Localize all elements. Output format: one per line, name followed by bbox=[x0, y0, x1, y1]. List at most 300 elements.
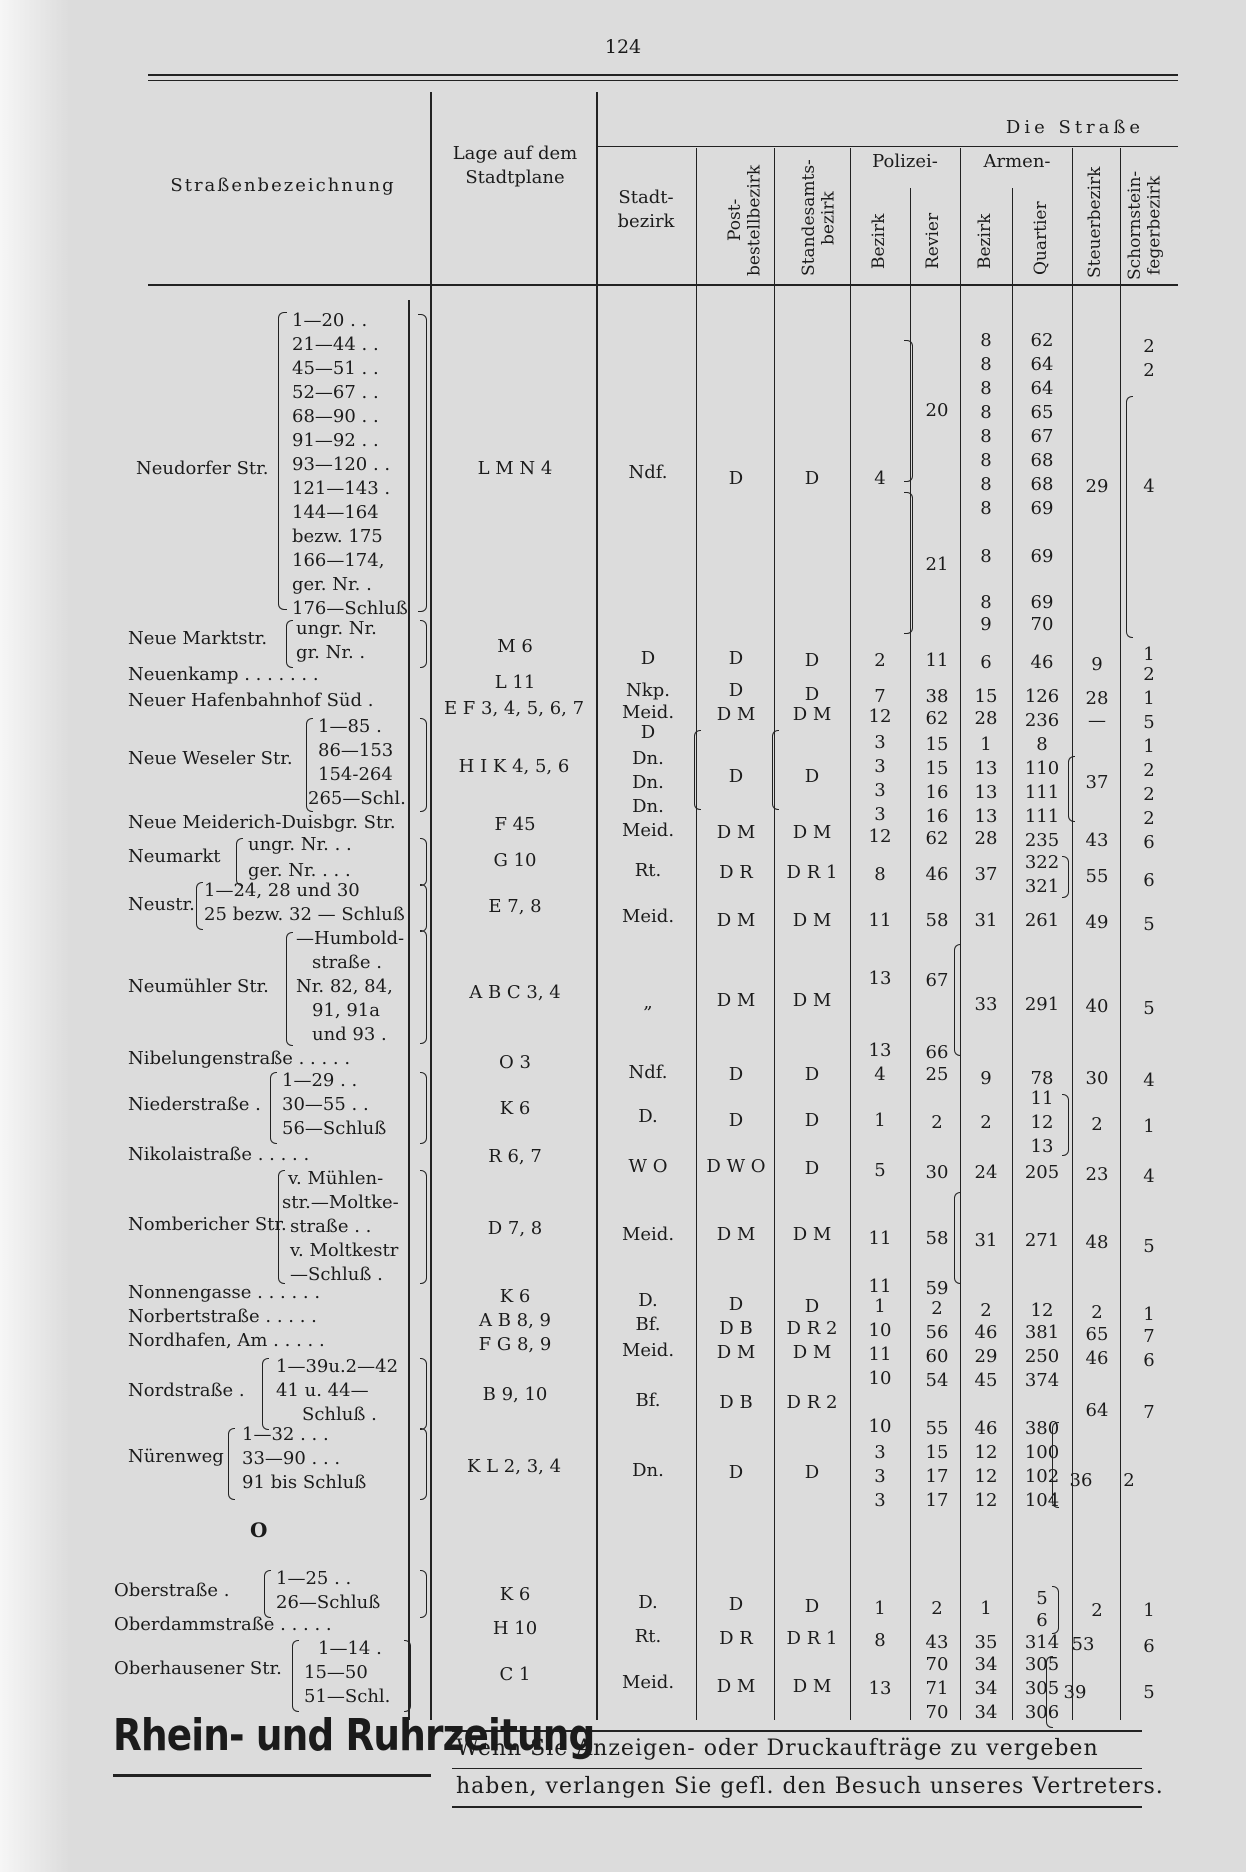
standes: D M bbox=[792, 1224, 832, 1245]
post: D bbox=[728, 1594, 744, 1615]
pol-bezirk: 11 bbox=[868, 910, 892, 931]
standes: D R 2 bbox=[786, 1392, 838, 1413]
range: 1—20 . . bbox=[292, 310, 368, 331]
schorn: 2 bbox=[1143, 808, 1155, 829]
lage: H I K 4, 5, 6 bbox=[458, 756, 570, 777]
lage: B 9, 10 bbox=[482, 1384, 548, 1405]
armen-bezirk: 8 bbox=[980, 498, 992, 519]
range: 144—164 bbox=[292, 502, 379, 523]
banner-underline bbox=[113, 1774, 431, 1777]
lage: A B 8, 9 bbox=[478, 1310, 552, 1331]
lage: K 6 bbox=[499, 1584, 531, 1605]
revier: 46 bbox=[925, 864, 949, 885]
schorn: 1 bbox=[1143, 1600, 1155, 1621]
steuer: 55 bbox=[1085, 866, 1109, 887]
range: 1—85 . bbox=[318, 716, 382, 737]
range-brace bbox=[954, 1192, 961, 1284]
range-brace bbox=[954, 944, 961, 1056]
header-armen-quartier: Quartier bbox=[1031, 201, 1051, 275]
armen-bezirk: 31 bbox=[974, 1230, 998, 1251]
revier: 56 bbox=[925, 1322, 949, 1343]
standes: D M bbox=[792, 990, 832, 1011]
stadtbezirk: D. bbox=[638, 1592, 658, 1613]
range-brace bbox=[418, 314, 427, 612]
range: straße . bbox=[312, 952, 382, 973]
armen-bezirk: 29 bbox=[974, 1346, 998, 1367]
post: D bbox=[728, 1462, 744, 1483]
range: 91 bis Schluß bbox=[242, 1472, 367, 1493]
standes: D M bbox=[792, 704, 832, 725]
range: 1—29 . . bbox=[282, 1070, 358, 1091]
schorn: 1 bbox=[1143, 736, 1155, 757]
range: 91—92 . . bbox=[292, 430, 379, 451]
quartier: 11 bbox=[1030, 1088, 1054, 1109]
street-name: Niederstraße . bbox=[128, 1094, 261, 1115]
range-brace bbox=[1052, 1422, 1059, 1508]
range: 51—Schl. bbox=[304, 1686, 391, 1707]
armen-bezirk: 34 bbox=[974, 1678, 998, 1699]
street-name: Neumarkt bbox=[128, 846, 221, 867]
stadtbezirk: D. bbox=[638, 1290, 658, 1311]
lage: H 10 bbox=[492, 1618, 538, 1639]
range-brace bbox=[420, 718, 427, 812]
range: Schluß . bbox=[302, 1404, 377, 1425]
armen-bezirk: 8 bbox=[980, 426, 992, 447]
street-name: Neuer Hafenbahnhof Süd . bbox=[128, 690, 374, 711]
revier: 55 bbox=[925, 1418, 949, 1439]
revier: 59 bbox=[925, 1278, 949, 1299]
stadtbezirk: Meid. bbox=[621, 1340, 675, 1361]
range-brace bbox=[420, 884, 427, 932]
schorn: 2 bbox=[1143, 336, 1155, 357]
armen-bezirk: 1 bbox=[980, 1598, 992, 1619]
quartier: 69 bbox=[1030, 592, 1054, 613]
lage: A B C 3, 4 bbox=[469, 982, 561, 1003]
quartier: 70 bbox=[1030, 614, 1054, 635]
quartier: 69 bbox=[1030, 546, 1054, 567]
schorn: 5 bbox=[1143, 1236, 1155, 1257]
armen-bezirk: 8 bbox=[980, 402, 992, 423]
armen-bezirk: 13 bbox=[974, 782, 998, 803]
header-bottom-rule bbox=[148, 284, 1178, 286]
street-name: Neuenkamp . . . . . . . bbox=[128, 664, 319, 685]
quartier: 111 bbox=[1024, 806, 1060, 827]
revier: 16 bbox=[925, 782, 949, 803]
steuer: 39 bbox=[1063, 1682, 1087, 1703]
street-name: Oberhausener Str. bbox=[114, 1658, 282, 1679]
range: 56—Schluß bbox=[282, 1118, 387, 1139]
range: gr. Nr. . bbox=[296, 642, 366, 663]
range-brace bbox=[228, 1428, 235, 1500]
schorn: 4 bbox=[1143, 476, 1155, 497]
lage: L 11 bbox=[494, 672, 536, 693]
range-brace bbox=[286, 620, 293, 668]
range: 1—39u.2—42 bbox=[276, 1356, 399, 1377]
range-brace bbox=[278, 312, 287, 610]
range-brace bbox=[278, 1170, 285, 1284]
revier: 2 bbox=[931, 1112, 943, 1133]
quartier: 381 bbox=[1024, 1322, 1060, 1343]
schorn: 2 bbox=[1143, 784, 1155, 805]
steuer: 65 bbox=[1085, 1324, 1109, 1345]
quartier: 314 bbox=[1024, 1632, 1060, 1653]
quartier: 271 bbox=[1024, 1230, 1060, 1251]
pol-bezirk: 3 bbox=[874, 1490, 886, 1511]
lage: E 7, 8 bbox=[488, 896, 542, 917]
post: D B bbox=[719, 1392, 753, 1413]
stadtbezirk: Nkp. bbox=[626, 680, 670, 701]
quartier: 291 bbox=[1024, 994, 1060, 1015]
quartier: 69 bbox=[1030, 498, 1054, 519]
range: 154-264 bbox=[318, 764, 393, 785]
schorn: 6 bbox=[1143, 1636, 1155, 1657]
pol-bezirk: 4 bbox=[874, 468, 886, 489]
quartier: 205 bbox=[1024, 1162, 1060, 1183]
post: D M bbox=[716, 1676, 756, 1697]
pol-bezirk: 3 bbox=[874, 804, 886, 825]
post: D bbox=[728, 766, 744, 787]
quartier: 46 bbox=[1030, 652, 1054, 673]
range: 1—14 . bbox=[318, 1638, 382, 1659]
pol-bezirk: 8 bbox=[874, 1630, 886, 1651]
pol-bezirk: 3 bbox=[874, 732, 886, 753]
pol-bezirk: 3 bbox=[874, 756, 886, 777]
revier: 66 bbox=[925, 1042, 949, 1063]
range: ger. Nr. . bbox=[292, 574, 372, 595]
street-name: Oberstraße . bbox=[114, 1580, 230, 1601]
armen-bezirk: 8 bbox=[980, 546, 992, 567]
lage: K 6 bbox=[499, 1098, 531, 1119]
quartier: 8 bbox=[1036, 734, 1048, 755]
quartier: 111 bbox=[1024, 782, 1060, 803]
armen-bezirk: 8 bbox=[980, 474, 992, 495]
quartier: 102 bbox=[1024, 1466, 1060, 1487]
standes: D bbox=[804, 766, 820, 787]
lage: F 45 bbox=[494, 814, 536, 835]
revier: 70 bbox=[925, 1702, 949, 1723]
stadtbezirk: D bbox=[640, 648, 656, 669]
quartier: 104 bbox=[1024, 1490, 1060, 1511]
street-name: Nikolaistraße . . . . . bbox=[128, 1144, 310, 1165]
steuer: 40 bbox=[1085, 996, 1109, 1017]
street-name: Nürenweg bbox=[128, 1446, 224, 1467]
quartier: 322 bbox=[1024, 852, 1060, 873]
range: 265—Schl. bbox=[308, 788, 406, 809]
pol-bezirk: 1 bbox=[874, 1110, 886, 1131]
range: 166—174, bbox=[292, 550, 385, 571]
armen-bezirk: 1 bbox=[980, 734, 992, 755]
quartier: 126 bbox=[1024, 686, 1060, 707]
pol-bezirk: 7 bbox=[874, 686, 886, 707]
range-brace bbox=[420, 1072, 427, 1144]
quartier: 68 bbox=[1030, 474, 1054, 495]
street-name: Neudorfer Str. bbox=[136, 458, 269, 479]
revier: 21 bbox=[925, 554, 949, 575]
range-brace bbox=[236, 838, 243, 886]
street-name: Neumühler Str. bbox=[128, 976, 269, 997]
col-rule-7 bbox=[960, 148, 961, 1720]
revier: 2 bbox=[931, 1298, 943, 1319]
quartier: 62 bbox=[1030, 330, 1054, 351]
post: D B bbox=[719, 1318, 753, 1339]
quartier: 65 bbox=[1030, 402, 1054, 423]
lage: R 6, 7 bbox=[488, 1146, 542, 1167]
header-schornsteinfegerbezirk: Schornstein-fegerbezirk bbox=[1125, 170, 1165, 280]
quartier: 68 bbox=[1030, 450, 1054, 471]
range: und 93 . bbox=[312, 1024, 387, 1045]
col-rule-4 bbox=[774, 148, 775, 1720]
quartier: 374 bbox=[1024, 1370, 1060, 1391]
schorn: 1 bbox=[1143, 688, 1155, 709]
standes: D bbox=[804, 468, 820, 489]
post: D bbox=[728, 1110, 744, 1131]
lage: K 6 bbox=[499, 1286, 531, 1307]
post: D R bbox=[719, 862, 753, 883]
armen-bezirk: 9 bbox=[980, 614, 992, 635]
header-location: Lage auf dem Stadtplane bbox=[452, 143, 578, 189]
quartier: 67 bbox=[1030, 426, 1054, 447]
schorn: 2 bbox=[1123, 1470, 1135, 1491]
quartier: 236 bbox=[1024, 710, 1060, 731]
steuer: 28 bbox=[1085, 688, 1109, 709]
lage: C 1 bbox=[499, 1664, 531, 1685]
range: 41 u. 44— bbox=[276, 1380, 369, 1401]
pol-bezirk: 8 bbox=[874, 864, 886, 885]
steuer: 64 bbox=[1085, 1400, 1109, 1421]
newspaper-banner: Rhein- und Ruhrzeitung bbox=[113, 1710, 595, 1761]
pol-bezirk: 10 bbox=[868, 1368, 892, 1389]
range: v. Moltkestr bbox=[290, 1240, 399, 1261]
armen-bezirk: 8 bbox=[980, 450, 992, 471]
lage: L M N 4 bbox=[477, 458, 553, 479]
pol-bezirk: 10 bbox=[868, 1320, 892, 1341]
armen-bezirk: 12 bbox=[974, 1490, 998, 1511]
range: ungr. Nr. . . bbox=[248, 834, 352, 855]
steuer: 23 bbox=[1085, 1164, 1109, 1185]
armen-bezirk: 9 bbox=[980, 1068, 992, 1089]
standes: D M bbox=[792, 822, 832, 843]
quartier: 12 bbox=[1030, 1300, 1054, 1321]
armen-bezirk: 31 bbox=[974, 910, 998, 931]
header-armen: Armen- bbox=[983, 151, 1051, 172]
armen-bezirk: 28 bbox=[974, 708, 998, 729]
quartier: 100 bbox=[1024, 1442, 1060, 1463]
stadtbezirk: D bbox=[640, 722, 656, 743]
ad-text-line-1: Wenn Sie Anzeigen- oder Druckaufträge zu vergeben bbox=[456, 1736, 1099, 1761]
armen-bezirk: 2 bbox=[980, 1300, 992, 1321]
steuer: 49 bbox=[1085, 912, 1109, 933]
steuer: 29 bbox=[1085, 476, 1109, 497]
pol-bezirk: 11 bbox=[868, 1228, 892, 1249]
stadtbezirk: „ bbox=[643, 992, 653, 1013]
range: 93—120 . . bbox=[292, 454, 391, 475]
range-brace bbox=[420, 1570, 427, 1618]
quartier: 305 bbox=[1024, 1678, 1060, 1699]
header-polizei-revier: Revier bbox=[923, 212, 943, 270]
range: v. Mühlen- bbox=[288, 1168, 384, 1189]
revier: 60 bbox=[925, 1346, 949, 1367]
standes: D M bbox=[792, 910, 832, 931]
quartier: 261 bbox=[1024, 910, 1060, 931]
schorn: 7 bbox=[1143, 1402, 1155, 1423]
range: 15—50 bbox=[304, 1662, 368, 1683]
footer-rule-mid bbox=[452, 1768, 1142, 1769]
range: 86—153 bbox=[318, 740, 394, 761]
revier: 17 bbox=[925, 1490, 949, 1511]
steuer: 46 bbox=[1085, 1348, 1109, 1369]
standes: D bbox=[804, 1596, 820, 1617]
quartier: 6 bbox=[1036, 1610, 1048, 1631]
standes: D R 2 bbox=[786, 1318, 838, 1339]
steuer: 53 bbox=[1071, 1634, 1095, 1655]
header-standesamtsbezirk: Standesamts-bezirk bbox=[799, 159, 839, 277]
armen-bezirk: 37 bbox=[974, 864, 998, 885]
schorn: 2 bbox=[1143, 360, 1155, 381]
pol-bezirk: 11 bbox=[868, 1344, 892, 1365]
post: D M bbox=[716, 1342, 756, 1363]
revier: 71 bbox=[925, 1678, 949, 1699]
ad-text-line-2: haben, verlangen Sie gefl. den Besuch unseres Vertreters. bbox=[456, 1774, 1164, 1799]
revier: 17 bbox=[925, 1466, 949, 1487]
stadtbezirk: Dn. bbox=[632, 1460, 664, 1481]
range-brace bbox=[404, 1640, 411, 1712]
pol-bezirk: 3 bbox=[874, 1466, 886, 1487]
armen-bezirk: 12 bbox=[974, 1442, 998, 1463]
header-split-rule bbox=[598, 146, 1178, 147]
header-street-name: Straßenbezeichnung bbox=[170, 175, 396, 196]
pol-bezirk: 12 bbox=[868, 826, 892, 847]
stadtbezirk: Dn. bbox=[632, 796, 664, 817]
street-name: Neue Weseler Str. bbox=[128, 748, 293, 769]
revier: 70 bbox=[925, 1654, 949, 1675]
revier: 15 bbox=[925, 1442, 949, 1463]
range: straße . . bbox=[290, 1216, 372, 1237]
stadtbezirk: Dn. bbox=[632, 772, 664, 793]
street-name: Neue Marktstr. bbox=[128, 628, 268, 649]
pol-bezirk: 11 bbox=[868, 1276, 892, 1297]
range-brace bbox=[1126, 396, 1133, 638]
armen-bezirk: 28 bbox=[974, 828, 998, 849]
range-brace bbox=[1062, 1094, 1069, 1156]
top-rule-2 bbox=[148, 80, 1178, 81]
range-brace bbox=[420, 1358, 427, 1430]
armen-bezirk: 15 bbox=[974, 686, 998, 707]
range-brace bbox=[1052, 1586, 1059, 1634]
range-brace bbox=[420, 1428, 427, 1500]
stadtbezirk: Meid. bbox=[621, 820, 675, 841]
stadtbezirk: Rt. bbox=[634, 1626, 662, 1647]
standes: D R 1 bbox=[786, 862, 838, 883]
range: 1—32 . . . bbox=[242, 1424, 329, 1445]
col-rule-8 bbox=[1012, 188, 1013, 1720]
revier: 58 bbox=[925, 910, 949, 931]
range: Nr. 82, 84, bbox=[296, 976, 393, 997]
quartier: 305 bbox=[1024, 1654, 1060, 1675]
header-stadtbezirk: Stadt-bezirk bbox=[617, 187, 675, 233]
schorn: 2 bbox=[1143, 760, 1155, 781]
standes: D bbox=[804, 1110, 820, 1131]
steuer: 9 bbox=[1091, 654, 1103, 675]
pol-bezirk: 13 bbox=[868, 1040, 892, 1061]
street-name: Neue Meiderich-Duisbgr. Str. bbox=[128, 812, 396, 833]
range: 21—44 . . bbox=[292, 334, 379, 355]
schorn: 6 bbox=[1143, 870, 1155, 891]
post: D M bbox=[716, 704, 756, 725]
standes: D R 1 bbox=[786, 1628, 838, 1649]
range: 121—143 . bbox=[292, 478, 391, 499]
range-brace bbox=[420, 930, 427, 1044]
post: D W O bbox=[706, 1156, 766, 1177]
range-brace bbox=[420, 838, 427, 886]
range-brace bbox=[1062, 856, 1069, 898]
armen-bezirk: 8 bbox=[980, 378, 992, 399]
pol-bezirk: 10 bbox=[868, 1416, 892, 1437]
stadtbezirk: Bf. bbox=[635, 1314, 661, 1335]
range-brace bbox=[264, 1570, 271, 1618]
post: D M bbox=[716, 822, 756, 843]
range-brace bbox=[270, 1072, 277, 1144]
schorn: 4 bbox=[1143, 1166, 1155, 1187]
standes: D M bbox=[792, 1342, 832, 1363]
schorn: 5 bbox=[1143, 914, 1155, 935]
quartier: 13 bbox=[1030, 1136, 1054, 1157]
quartier: 78 bbox=[1030, 1068, 1054, 1089]
street-name: Neustr. bbox=[128, 894, 195, 915]
post: D M bbox=[716, 1224, 756, 1245]
street-name: Nordhafen, Am . . . . . bbox=[128, 1330, 325, 1351]
lage: D 7, 8 bbox=[487, 1218, 543, 1239]
revier: 62 bbox=[925, 708, 949, 729]
range: ungr. Nr. bbox=[296, 618, 377, 639]
pol-bezirk: 2 bbox=[874, 650, 886, 671]
header-polizei: Polizei- bbox=[872, 151, 938, 172]
revier: 54 bbox=[925, 1370, 949, 1391]
lage: F G 8, 9 bbox=[478, 1334, 552, 1355]
section-letter: O bbox=[250, 1518, 268, 1542]
range: 68—90 . . bbox=[292, 406, 379, 427]
range: —Schluß . bbox=[290, 1264, 383, 1285]
revier: 15 bbox=[925, 734, 949, 755]
revier: 38 bbox=[925, 686, 949, 707]
pol-bezirk: 5 bbox=[874, 1160, 886, 1181]
range: 1—25 . . bbox=[276, 1568, 352, 1589]
left-margin-rule bbox=[408, 300, 410, 1720]
standes: D bbox=[804, 1296, 820, 1317]
standes: D bbox=[804, 684, 820, 705]
armen-bezirk: 8 bbox=[980, 330, 992, 351]
col-rule-2 bbox=[596, 92, 598, 1720]
range: 176—Schluß bbox=[292, 598, 408, 619]
post: D bbox=[728, 1294, 744, 1315]
street-name: Norbertstraße . . . . . bbox=[128, 1306, 317, 1327]
col-rule-5 bbox=[850, 148, 851, 1720]
armen-bezirk: 34 bbox=[974, 1702, 998, 1723]
range-brace bbox=[262, 1358, 269, 1430]
armen-bezirk: 24 bbox=[974, 1162, 998, 1183]
schorn: 6 bbox=[1143, 832, 1155, 853]
steuer: — bbox=[1088, 710, 1106, 731]
armen-bezirk: 13 bbox=[974, 758, 998, 779]
lage: E F 3, 4, 5, 6, 7 bbox=[443, 698, 585, 719]
armen-bezirk: 13 bbox=[974, 806, 998, 827]
armen-bezirk: 12 bbox=[974, 1466, 998, 1487]
standes: D M bbox=[792, 1676, 832, 1697]
standes: D bbox=[804, 1064, 820, 1085]
lage: O 3 bbox=[499, 1052, 531, 1073]
revier: 30 bbox=[925, 1162, 949, 1183]
standes: D bbox=[804, 650, 820, 671]
header-armen-bezirk: Bezirk bbox=[975, 213, 995, 269]
